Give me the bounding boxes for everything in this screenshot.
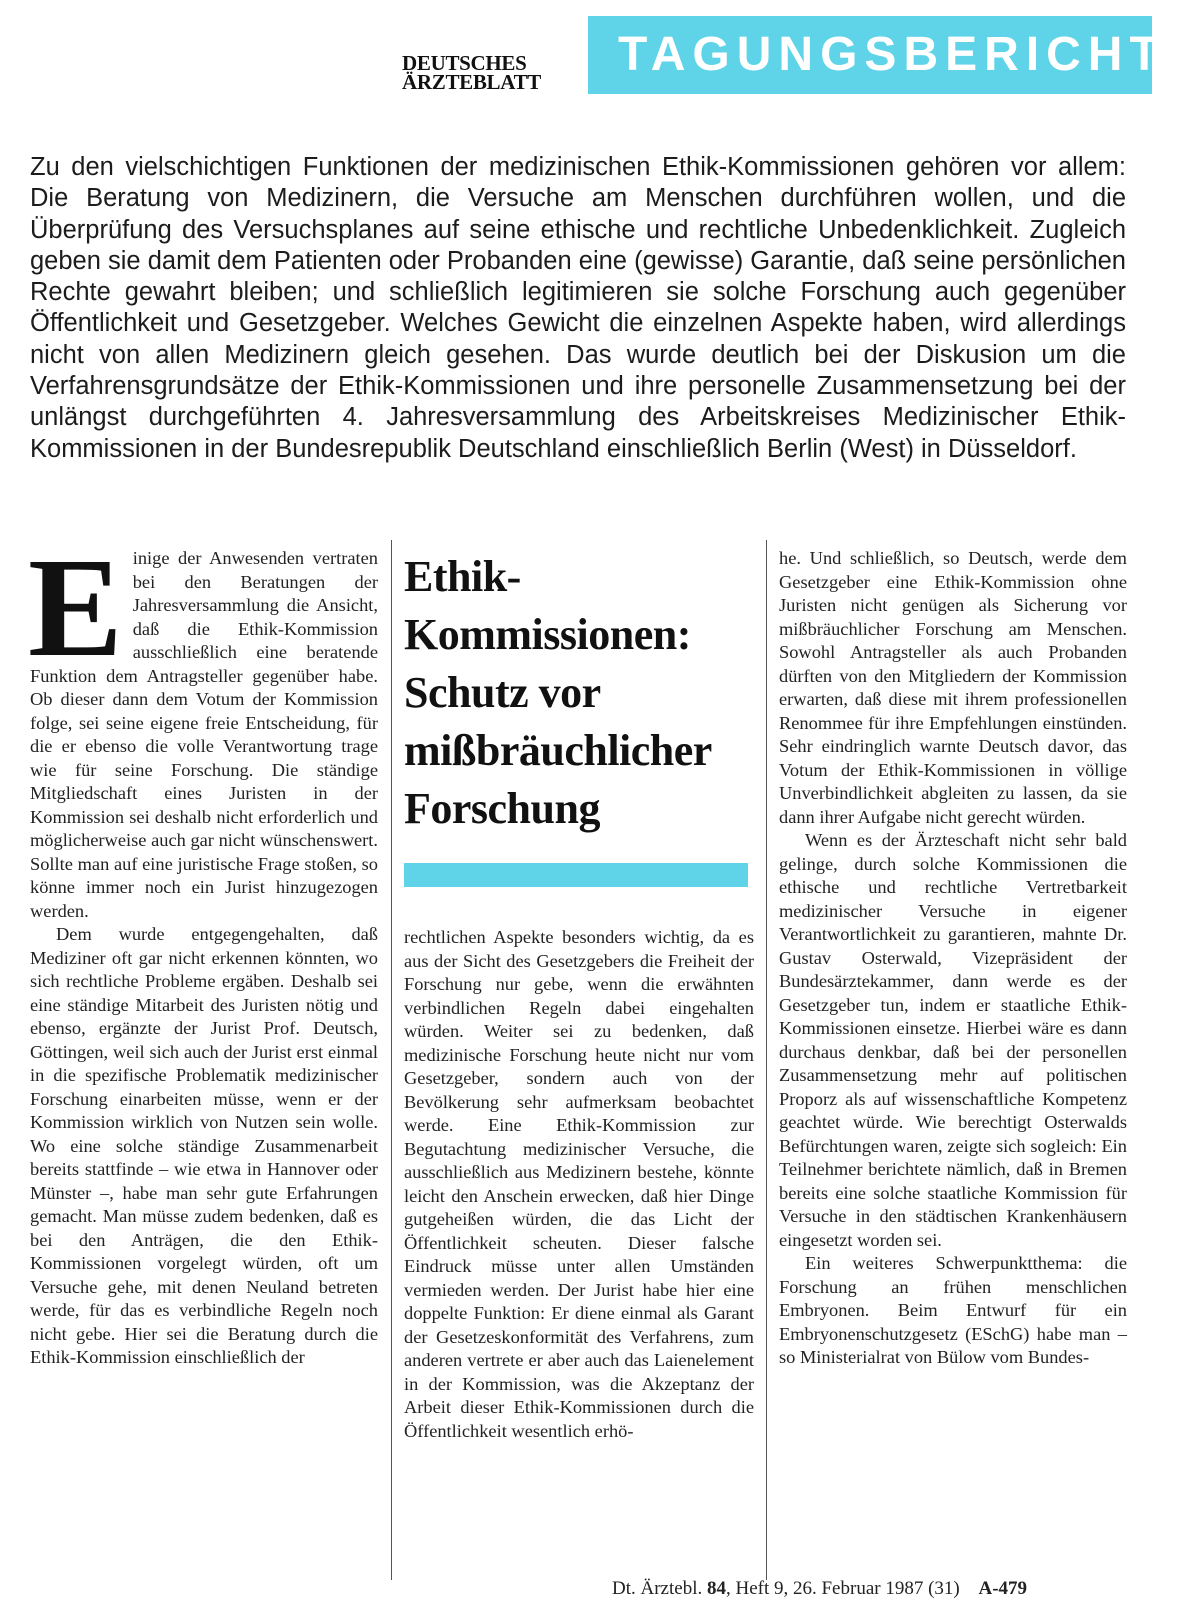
- column-divider-2: [766, 540, 767, 1580]
- headline-line-1: Ethik-: [404, 552, 521, 601]
- footer-volume: 84: [706, 1578, 726, 1599]
- article-column-2: [404, 926, 754, 1443]
- headline-line-3: Schutz vor: [404, 668, 601, 717]
- column-2-paragraph-1: rechtlichen Aspekte besonders wichtig, da es aus der Sicht des Gesetzgebers die Freiheit der Forschung nur gebe, wenn die erwähnten verbindlichen Regeln dabei eingehalten würden. Weiter sei zu bedenken, daß medizinische Forschung heute nicht nur vom Gesetzgeber, sondern auch von der Bevölkerung sehr aufmerksam beobachtet werde. Eine Ethik-Kommission zur Begutachtung medizinischer Versuche, die ausschließlich aus Medizinern bestehe, könnte leicht den Anschein erwecken, daß hier Dinge gutgeheißen würden, die das Licht der Öffentlichkeit scheuten. Dieser falsche Eindruck müsse unter allen Umständen vermieden werden. Der Jurist habe hier eine doppelte Funktion: Er diene einmal als Garant der Gesetzeskonformität des Verfahrens, zum anderen vertrete er aber auch das Laienelement in der Kommission, was die Akzeptanz der Arbeit dieser Ethik-Kommissionen durch die Öffentlichkeit wesentlich erhö-: [404, 927, 754, 1441]
- headline-line-2: Kommissionen:: [404, 610, 691, 659]
- article-headline: [404, 548, 764, 838]
- footer-journal: Dt. Ärztebl.: [612, 1578, 703, 1599]
- footer-issue: , Heft 9, 26. Februar 1987 (31): [725, 1578, 960, 1599]
- footer-page-number: A-479: [978, 1578, 1028, 1599]
- masthead-line-2: ÄRZTEBLATT: [402, 70, 541, 94]
- drop-cap: E: [28, 528, 123, 686]
- page-footer: [612, 1578, 1027, 1600]
- masthead-line-1: DEUTSCHES: [402, 51, 527, 75]
- column-3-paragraph-1: he. Und schließlich, so Deutsch, werde dem Gesetzgeber eine Ethik-Kommission ohne Juristen nicht genügen als Sicherung vor mißbräuchlicher Forschung am Menschen. Sowohl Antragsteller als auch Probanden dürften von den Mitgliedern der Kommission erwarten, daß diese mit ihrem professionellen Renommee für ihre Empfehlungen einstünden. Sehr eindringlich warnte Deutsch davor, das Votum der Ethik-Kommissionen in völlige Unverbindlichkeit abgleiten zu lassen, da sie dann ihrer Aufgabe nicht gerecht würden.: [779, 548, 1127, 827]
- headline-accent-bar: [404, 863, 748, 887]
- column-3-paragraph-3: Ein weiteres Schwerpunktthema: die Forschung an frühen menschlichen Embryonen. Beim Entwurf für ein Embryonenschutzgesetz (ESchG) habe man – so Ministerialrat von Bülow vom Bundes-: [779, 1253, 1127, 1367]
- column-divider-1: [391, 540, 392, 1580]
- column-3-paragraph-2: Wenn es der Ärzteschaft nicht sehr bald gelinge, durch solche Kommissionen die ethische und rechtliche Vertretbarkeit medizinischer Versuche in eigener Verantwortlichkeit zu garantieren, mahnte Dr. Gustav Osterwald, Vizepräsident der Bundesärztekammer, dann werde es der Gesetzgeber tun, indem er staatliche Ethik-Kommissionen einsetze. Hierbei wäre es dann durchaus denkbar, daß bei der personellen Zusammensetzung mehr auf politischen Proporz als auf wissenschaftliche Kompetenz geachtet würde. Wie berechtigt Osterwalds Befürchtungen waren, zeigte sich sogleich: Ein Teilnehmer berichtete nämlich, daß in Bremen bereits eine solche staatliche Kommission für Versuche in den städtischen Krankenhäusern eingesetzt worden sei.: [779, 830, 1127, 1250]
- intro-paragraph: Zu den vielschichtigen Funktionen der medizinischen Ethik-Kommissionen gehören vor allem: Die Beratung von Medizinern, die Versuche am Menschen durchführen wollen, und die Überprüfung des Versuchsplanes auf seine ethische und rechtliche Unbedenklichkeit. Zugleich geben sie damit dem Patienten oder Probanden eine (gewisse) Garantie, daß seine persönlichen Rechte gewahrt bleiben; und schließlich legitimieren sie solche Forschung auch gegenüber Öffentlichkeit und Gesetzgeber. Welches Gewicht die einzelnen Aspekte haben, wird allerdings nicht von allen Medizinern gleich gesehen. Das wurde deutlich bei der Diskusion um die Verfahrensgrundsätze der Ethik-Kommissionen und ihre personelle Zusammensetzung bei der unlängst durchgeführten 4. Jahresversammlung des Arbeitskreises Medizinischer Ethik-Kommissionen in der Bundesrepublik Deutschland einschließlich Berlin (West) in Düsseldorf.: [30, 153, 1126, 463]
- column-1-paragraph-1-text: inige der Anwesenden vertraten bei den Beratungen der Jahresversammlung die Ansicht, daß die Ethik-Kommission ausschließlich eine beratende Funktion dem Antragsteller gegenüber habe. Ob dieser dann dem Votum der Kommission folge, sei seine eigene freie Entscheidung, für die er ebenso die volle Verantwortung trage wie für seine Forschung. Die ständige Mitgliedschaft eines Juristen in der Kommission sei deshalb nicht erforderlich und möglicherweise auch gar nicht wünschenswert. Sollte man auf eine juristische Frage stoßen, so könne immer noch ein Jurist hinzugezogen werden.: [30, 548, 378, 921]
- headline-line-5: Forschung: [404, 784, 600, 833]
- article-column-1: [28, 528, 378, 1370]
- section-banner-label: TAGUNGSBERICHT: [618, 28, 1166, 81]
- section-banner: [588, 16, 1166, 94]
- headline-line-4: mißbräuchlicher: [404, 726, 712, 775]
- article-column-3: [779, 547, 1127, 1370]
- column-1-paragraph-2: Dem wurde entgegengehalten, daß Mediziner oft gar nicht erkennen könnten, wo sich rechtliche Probleme ergäben. Deshalb sei eine ständige Mitarbeit des Juristen nötig und ebenso, ergänzte der Jurist Prof. Deutsch, Göttingen, weil sich auch der Jurist erst einmal in die spezifische Problematik medizinischer Forschung einarbeiten müsse, wenn er der Kommission wirklich von Nutzen sein wolle. Wo eine solche ständige Zusammenarbeit bereits stattfinde – wie etwa in Hannover oder Münster –, habe man sehr gute Erfahrungen gemacht. Man müsse zudem bedenken, daß es bei den Anträgen, die den Ethik-Kommissionen vorgelegt würden, oft um Versuche gehe, mit denen Neuland betreten werde, für das es verbindliche Regeln noch nicht gebe. Hier sei die Beratung durch die Ethik-Kommission einschließlich der: [30, 924, 378, 1367]
- column-1-paragraph-1: [28, 528, 378, 923]
- masthead-logo: [402, 51, 562, 96]
